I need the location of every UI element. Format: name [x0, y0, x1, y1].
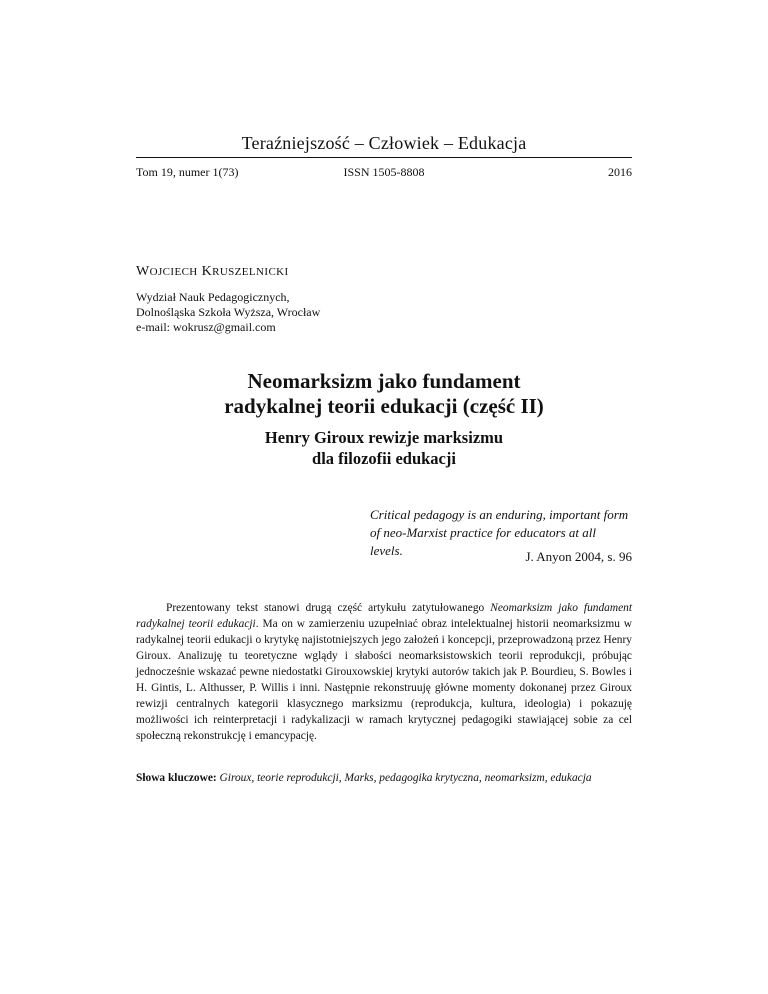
article-title-line: Neomarksizm jako fundament: [247, 369, 521, 393]
author-first-initial: W: [136, 264, 150, 279]
article-title: [0, 369, 768, 419]
author-first-rest: OJCIECH: [149, 266, 198, 278]
epigraph-line: Critical pedagogy is an enduring, important form: [370, 507, 629, 522]
keywords-list: Giroux, teorie reprodukcji, Marks, pedagogika krytyczna, neomarksizm, edukacja: [219, 772, 592, 784]
issn: ISSN 1505-8808: [343, 165, 425, 179]
author-email: e-mail: wokrusz@gmail.com: [136, 320, 276, 334]
author-last-rest: RUSZELNICKI: [212, 266, 289, 278]
author-name: [136, 264, 289, 280]
journal-title: Teraźniejszość – Człowiek – Edukacja: [241, 133, 527, 153]
keywords-label: Słowa kluczowe:: [136, 772, 217, 784]
article-subtitle-line: Henry Giroux rewizje marksizmu: [264, 428, 504, 447]
article-subtitle: [0, 427, 768, 469]
volume-info: Tom 19, numer 1(73): [136, 165, 239, 179]
epigraph-source: J. Anyon 2004, s. 96: [525, 549, 632, 564]
affiliation-institution: Dolnośląska Szkoła Wyższa, Wrocław: [136, 305, 321, 319]
keywords: [136, 770, 632, 786]
publication-year: 2016: [608, 165, 632, 179]
article-title-line: radykalnej teorii edukacji (część II): [224, 394, 544, 418]
abstract-text-intro: Prezentowany tekst stanowi drugą część artykułu zatytułowanego: [166, 602, 491, 614]
article-subtitle-line: dla filozofii edukacji: [312, 449, 456, 468]
author-last-initial: K: [201, 264, 213, 279]
affiliation-faculty: Wydział Nauk Pedagogicznych,: [136, 290, 290, 304]
epigraph-line: of neo-Marxist practice for educators at all levels.: [370, 525, 597, 558]
abstract-text-body: . Ma on w zamierzeniu uzupełniać obraz intelektualnej historii neomarksizmu w radykalnej teorii edukacji o krytykę najistotniejszych jego założeń i koncepcji, przeprowadzoną przez Henry Giroux. Analizuję tu teoretyczne wglądy i słabości neomarksistowskich teorii reprodukcji, próbując jednocześnie wskazać pewne niedostatki Girouxowskiej krytyki autorów takich jak P. Bourdieu, S. Bowles i H. Gintis, L. Althusser, P. Willis i inni. Następnie rekonstruuję główne momenty dokonanej przez Giroux rewizji centralnych kategorii klasycznego marksizmu (reprodukcja, kultura, ideologia) i pokazuję możliwości ich reinterpretacji i radykalizacji w ramach krytycznej pedagogiki stawiającej sobie za cel społeczną rekonstrukcję i emancypację.: [136, 618, 632, 742]
abstract: [136, 600, 632, 744]
abstract-cited-title: Neomarksizm jako fundament radykalnej teorii edukacji: [136, 602, 632, 630]
header-rule: [136, 157, 632, 158]
